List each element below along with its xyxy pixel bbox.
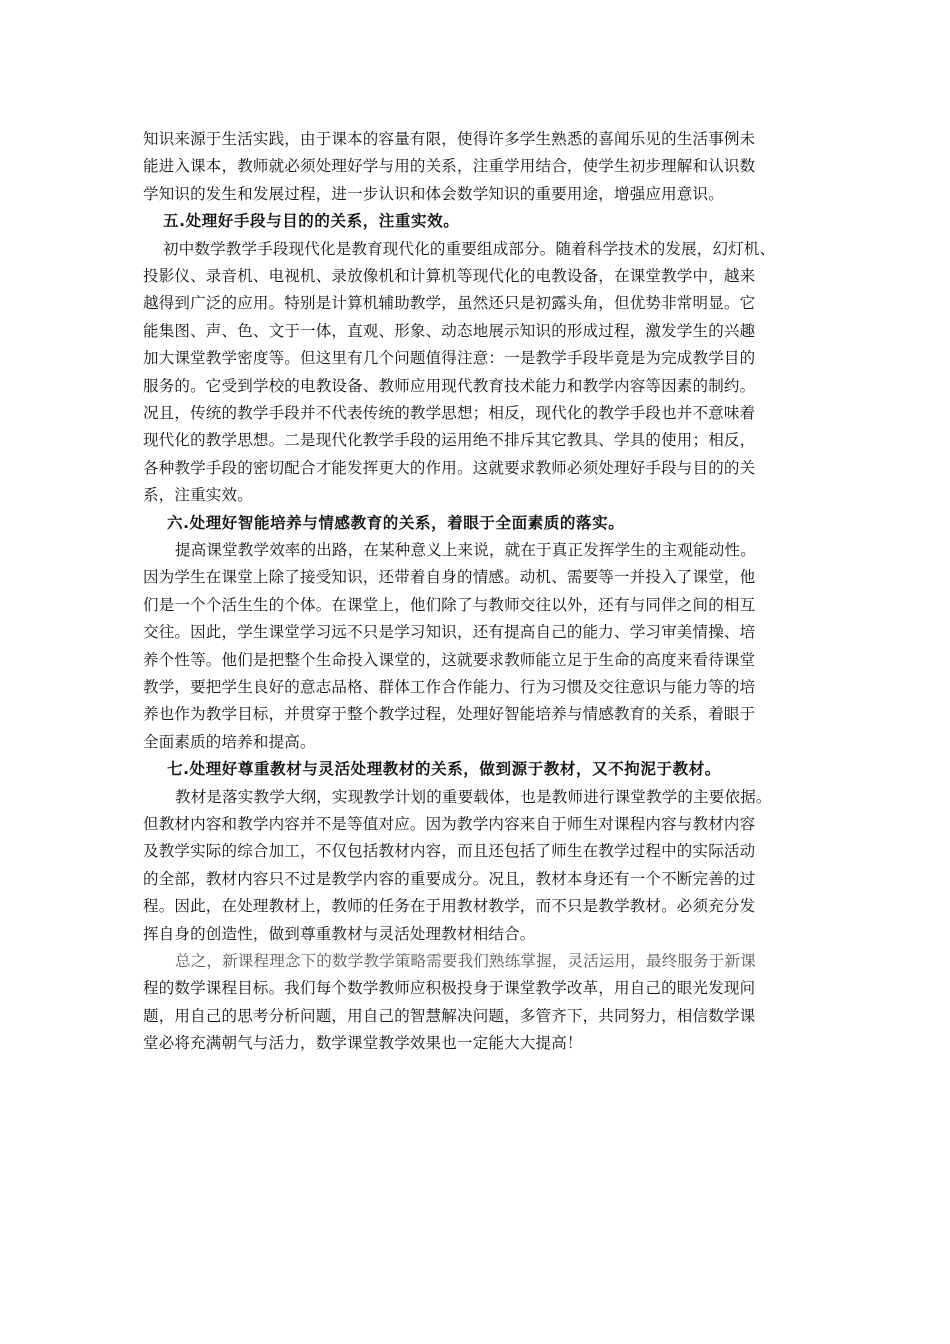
paragraph-line: 挥自身的创造性，做到尊重教材与灵活处理教材相结合。 bbox=[143, 925, 536, 943]
paragraph-line: 交往。因此，学生课堂学习远不只是学习知识，还有提高自己的能力、学习审美情操、培 bbox=[143, 623, 756, 641]
section-heading: 六.处理好智能培养与情感教育的关系，着眼于全面素质的落实。 bbox=[167, 514, 625, 532]
paragraph-line: 的全部，教材内容只不过是教学内容的重要成分。况且，教材本身还有一个不断完善的过 bbox=[143, 870, 756, 888]
paragraph-line: 程的数学课程目标。我们每个数学教师应积极投身于课堂教学改革，用自己的眼光发现问 bbox=[143, 979, 756, 997]
paragraph-line: 堂必将充满朝气与活力，数学课堂教学效果也一定能大大提高！ bbox=[143, 1034, 583, 1052]
paragraph-line: 系，注重实效。 bbox=[143, 486, 253, 504]
paragraph-line: 服务的。它受到学校的电教设备、教师应用现代教育技术能力和教学内容等因素的制约。 bbox=[143, 377, 756, 395]
paragraph-line: 题，用自己的思考分析问题，用自己的智慧解决问题，多管齐下，共同努力，相信数学课 bbox=[143, 1007, 756, 1025]
paragraph-line: 养也作为教学目标，并贯穿于整个教学过程，处理好智能培养与情感教育的关系，着眼于 bbox=[143, 705, 756, 723]
paragraph-line: 学知识的发生和发展过程，进一步认识和体会数学知识的重要用途，增强应用意识。 bbox=[143, 185, 724, 203]
paragraph-line: 投影仪、录音机、电视机、录放像机和计算机等现代化的电教设备，在课堂教学中，越来 bbox=[143, 267, 756, 285]
paragraph-line: 因为学生在课堂上除了接受知识，还带着自身的情感。动机、需要等一并投入了课堂，他 bbox=[143, 568, 756, 586]
section-heading: 五.处理好手段与目的的关系，注重实效。 bbox=[163, 212, 460, 230]
paragraph-line: 提高课堂教学效率的出路，在某种意义上来说，就在于真正发挥学生的主观能动性。 bbox=[175, 541, 756, 559]
paragraph-line: 各种教学手段的密切配合才能发挥更大的作用。这就要求教师必须处理好手段与目的的关 bbox=[143, 459, 756, 477]
paragraph-line: 现代化的教学思想。二是现代化教学手段的运用绝不排斥其它教具、学具的使用；相反， bbox=[143, 431, 756, 449]
paragraph-line: 及教学实际的综合加工，不仅包括教材内容，而且还包括了师生在教学过程中的实际活动 bbox=[143, 842, 756, 860]
paragraph-line: 能集图、声、色、文于一体，直观、形象、动态地展示知识的形成过程，激发学生的兴趣 bbox=[143, 322, 756, 340]
paragraph-line: 越得到广泛的应用。特别是计算机辅助教学，虽然还只是初露头角，但优势非常明显。它 bbox=[143, 294, 756, 312]
paragraph-line: 教材是落实教学大纲，实现教学计划的重要载体，也是教师进行课堂教学的主要依据。 bbox=[175, 788, 772, 806]
section-heading: 七.处理好尊重教材与灵活处理教材的关系，做到源于教材，又不拘泥于教材。 bbox=[167, 760, 721, 778]
paragraph-line: 全面素质的培养和提高。 bbox=[143, 733, 316, 751]
paragraph-line: 养个性等。他们是把整个生命投入课堂的，这就要求教师能立足于生命的高度来看待课堂 bbox=[143, 651, 756, 669]
paragraph-line: 教学，要把学生良好的意志品格、群体工作合作能力、行为习惯及交往意识与能力等的培 bbox=[143, 678, 756, 696]
paragraph-line: 们是一个个活生生的个体。在课堂上，他们除了与教师交往以外，还有与同伴之间的相互 bbox=[143, 596, 756, 614]
paragraph-line: 能进入课本，教师就必须处理好学与用的关系，注重学用结合，使学生初步理解和认识数 bbox=[143, 157, 756, 175]
paragraph-line: 但教材内容和教学内容并不是等值对应。因为教学内容来自于师生对课程内容与教材内容 bbox=[143, 815, 756, 833]
paragraph-line: 程。因此，在处理教材上，教师的任务在于用教材教学，而不只是教学教材。必须充分发 bbox=[143, 897, 756, 915]
paragraph-line: 知识来源于生活实践，由于课本的容量有限，使得许多学生熟悉的喜闻乐见的生活事例未 bbox=[143, 130, 756, 148]
paragraph-line: 初中数学教学手段现代化是教育现代化的重要组成部分。随着科学技术的发展，幻灯机、 bbox=[163, 240, 776, 258]
paragraph-line: 况且，传统的教学手段并不代表传统的教学思想；相反，现代化的教学手段也并不意味着 bbox=[143, 404, 756, 422]
paragraph-line: 加大课堂教学密度等。但这里有几个问题值得注意：一是教学手段毕竟是为完成教学目的 bbox=[143, 349, 756, 367]
paragraph-line: 总之，新课程理念下的数学教学策略需要我们熟练掌握，灵活运用，最终服务于新课 bbox=[175, 952, 756, 970]
